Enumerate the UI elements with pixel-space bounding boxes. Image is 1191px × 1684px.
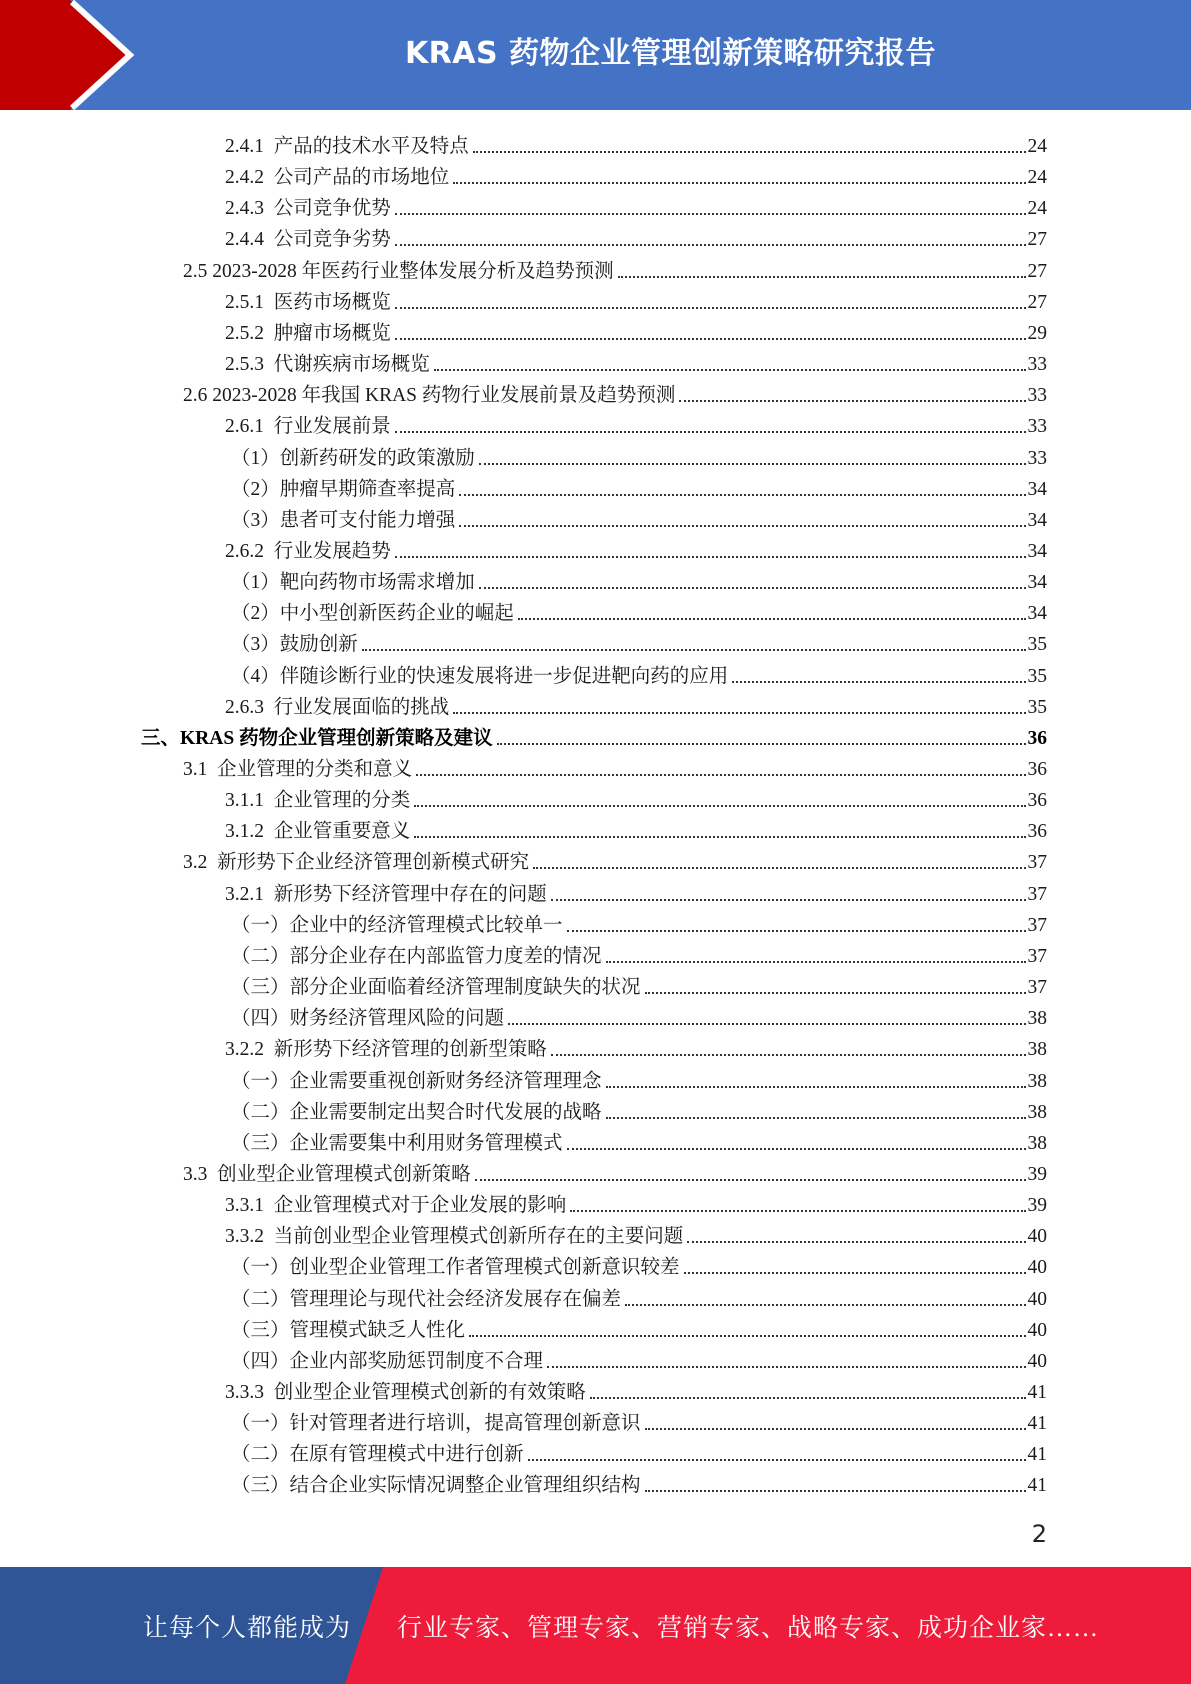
toc-entry[interactable] [231, 1404, 1047, 1435]
toc-dot-leader [459, 494, 1025, 496]
toc-dot-leader [625, 1304, 1025, 1306]
toc-entry[interactable] [225, 189, 1047, 220]
toc-entry-number: 2.4.2 [225, 167, 274, 189]
toc-entry-number: 3.3.2 [225, 1226, 274, 1248]
toc-entry-number: 3.1 [183, 759, 218, 780]
toc-entry-number: （1） [231, 572, 280, 594]
toc-entry-number: （一） [231, 914, 290, 936]
toc-entry-page: 40 [1027, 1257, 1047, 1279]
toc-entry-page: 24 [1027, 136, 1047, 157]
toc-entry[interactable] [183, 252, 1047, 283]
toc-entry-number: 3.1.2 [225, 821, 274, 843]
toc-entry-number: （二） [231, 1288, 290, 1310]
toc-entry[interactable] [231, 906, 1047, 937]
toc-dot-leader [395, 307, 1026, 309]
toc-entry-number: 3.3.3 [225, 1382, 274, 1403]
toc-entry[interactable] [225, 127, 1047, 158]
toc-dot-leader [453, 712, 1025, 714]
toc-entry-number: （2） [231, 603, 280, 625]
toc-entry-page: 36 [1027, 821, 1047, 843]
toc-dot-leader [395, 338, 1026, 340]
toc-entry[interactable] [231, 501, 1047, 532]
toc-entry-number: 2.4.4 [225, 229, 274, 251]
toc-entry-number: （二） [231, 945, 290, 967]
toc-entry-page: 40 [1027, 1288, 1047, 1310]
toc-dot-leader [732, 681, 1025, 683]
toc-entry[interactable] [183, 376, 1047, 407]
footer-slogan-right: 行业专家、管理专家、营销专家、战略专家、成功企业家…… [397, 1614, 1100, 1642]
toc-entry[interactable] [231, 1311, 1047, 1342]
toc-entry-title: 新形势下经济管理中存在的问题 [273, 883, 547, 905]
toc-entry[interactable] [225, 220, 1047, 251]
toc-entry[interactable] [225, 1186, 1047, 1217]
toc-entry-number: （四） [231, 1350, 290, 1372]
toc-entry-title: 中小型创新医药企业的崛起 [279, 603, 514, 625]
toc-entry-number: 3.3.1 [225, 1195, 274, 1217]
toc-entry-page: 34 [1027, 478, 1047, 500]
toc-dot-leader [567, 930, 1026, 932]
toc-entry-page: 36 [1027, 790, 1047, 812]
toc-entry-title: 靶向药物市场需求增加 [279, 572, 475, 594]
toc-entry-number: 2.5.2 [225, 322, 274, 344]
toc-entry-page: 35 [1027, 696, 1047, 718]
toc-entry[interactable] [231, 1435, 1047, 1466]
toc-entry-number: 2.5.1 [225, 291, 274, 313]
toc-entry-title: 创业型企业管理模式创新策略 [217, 1163, 471, 1185]
toc-entry-title: 企业中的经济管理模式比较单一 [289, 914, 563, 936]
toc-dot-leader [395, 213, 1026, 215]
toc-entry-number: 2.6.3 [225, 696, 274, 718]
toc-entry-title: 2023-2028 年我国 KRAS 药物行业发展前景及趋势预测 [212, 385, 676, 407]
toc-dot-leader [547, 1366, 1025, 1368]
toc-entry-title: 行业发展趋势 [273, 540, 391, 562]
toc-entry-page: 41 [1027, 1475, 1047, 1497]
toc-entry-title: 创业型企业管理模式创新的有效策略 [273, 1382, 586, 1403]
toc-dot-leader [395, 244, 1026, 246]
toc-entry-page: 33 [1027, 416, 1047, 438]
toc-entry-number: （二） [231, 1444, 290, 1466]
toc-entry-page: 37 [1027, 914, 1047, 936]
toc-entry[interactable] [141, 719, 1047, 750]
toc-entry[interactable] [183, 750, 1047, 781]
toc-entry-page: 38 [1027, 1101, 1047, 1123]
toc-entry-number: （三） [231, 1319, 290, 1341]
toc-dot-leader [533, 867, 1025, 869]
toc-dot-leader [684, 1272, 1026, 1274]
toc-entry-number: （1） [231, 447, 280, 469]
toc-dot-leader [645, 1428, 1026, 1430]
toc-entry-page: 34 [1027, 603, 1047, 625]
toc-entry-number: 2.5.3 [225, 354, 274, 376]
toc-entry-title: 鼓励创新 [279, 634, 358, 656]
toc-entry-title: 肿瘤市场概览 [273, 322, 391, 344]
toc-entry-page: 29 [1027, 322, 1047, 344]
toc-dot-leader [567, 1148, 1026, 1150]
toc-entry-page: 40 [1027, 1319, 1047, 1341]
toc-entry-number: （2） [231, 478, 280, 500]
toc-entry[interactable] [231, 625, 1047, 656]
toc-dot-leader [414, 836, 1025, 838]
toc-dot-leader [551, 899, 1026, 901]
toc-entry-page: 38 [1027, 1008, 1047, 1030]
toc-entry-title: 管理理论与现代社会经济发展存在偏差 [289, 1288, 622, 1310]
toc-entry-number: 3.2.2 [225, 1039, 274, 1061]
toc-entry[interactable] [231, 1093, 1047, 1124]
toc-entry-title: 财务经济管理风险的问题 [289, 1008, 505, 1030]
toc-entry-page: 33 [1027, 447, 1047, 469]
toc-entry[interactable] [231, 1248, 1047, 1279]
toc-entry-title: 企业需要重视创新财务经济管理理念 [289, 1070, 602, 1092]
toc-entry-page: 39 [1027, 1195, 1047, 1217]
toc-dot-leader [606, 961, 1026, 963]
toc-entry-number: 2.6.1 [225, 416, 274, 438]
toc-entry[interactable] [225, 407, 1047, 438]
toc-entry-number: 2.6 [183, 385, 213, 407]
toc-entry-number: 2.5 [183, 260, 213, 282]
toc-entry-page: 33 [1027, 385, 1047, 407]
report-title: KRAS 药物企业管理创新策略研究报告 [404, 36, 937, 71]
toc-dot-leader [606, 1117, 1026, 1119]
toc-entry-page: 40 [1027, 1226, 1047, 1248]
toc-entry-number: （4） [231, 665, 280, 687]
toc-entry[interactable] [225, 688, 1047, 719]
toc-entry-page: 34 [1027, 540, 1047, 562]
toc-entry[interactable] [225, 875, 1047, 906]
toc-entry-title: 公司竞争优势 [273, 198, 391, 220]
header-arrow-decoration [0, 0, 160, 110]
toc-entry-title: 企业需要制定出契合时代发展的战略 [289, 1101, 602, 1123]
toc-entry-number: （一） [231, 1257, 290, 1279]
toc-entry-page: 34 [1027, 509, 1047, 531]
toc-entry[interactable] [183, 1155, 1047, 1186]
toc-entry-title: 行业发展前景 [273, 416, 391, 438]
toc-dot-leader [453, 182, 1025, 184]
toc-dot-leader [416, 774, 1025, 776]
toc-entry-page: 34 [1027, 572, 1047, 594]
toc-entry[interactable] [225, 812, 1047, 843]
toc-entry-title: 患者可支付能力增强 [279, 509, 456, 531]
toc-entry-title: 创业型企业管理工作者管理模式创新意识较差 [289, 1257, 680, 1279]
toc-entry[interactable] [225, 1030, 1047, 1061]
toc-entry-title: 公司产品的市场地位 [273, 167, 450, 189]
toc-entry-title: 公司竞争劣势 [273, 229, 391, 251]
toc-entry[interactable] [231, 439, 1047, 470]
toc-entry[interactable] [231, 1124, 1047, 1155]
toc-entry-number: （3） [231, 634, 280, 656]
toc-entry-page: 27 [1027, 291, 1047, 313]
toc-dot-leader [518, 618, 1026, 620]
toc-entry-title: 当前创业型企业管理模式创新所存在的主要问题 [273, 1226, 684, 1248]
toc-entry-number: 2.4.1 [225, 136, 274, 157]
toc-entry[interactable] [225, 532, 1047, 563]
toc-dot-leader [479, 587, 1026, 589]
toc-entry-page: 38 [1027, 1132, 1047, 1154]
toc-entry[interactable] [225, 1217, 1047, 1248]
toc-entry[interactable] [225, 283, 1047, 314]
toc-dot-leader [508, 1023, 1025, 1025]
toc-dot-leader [473, 151, 1026, 153]
toc-entry-page: 41 [1027, 1413, 1047, 1435]
toc-entry-page: 40 [1027, 1350, 1047, 1372]
toc-entry[interactable] [231, 999, 1047, 1030]
toc-dot-leader [469, 1335, 1025, 1337]
toc-entry-page: 35 [1027, 665, 1047, 687]
toc-entry[interactable] [231, 657, 1047, 688]
toc-dot-leader [497, 743, 1026, 745]
toc-entry[interactable] [225, 1373, 1047, 1404]
toc-dot-leader [395, 556, 1026, 558]
toc-entry-page: 37 [1027, 977, 1047, 999]
toc-entry-number: （三） [231, 977, 290, 999]
toc-entry[interactable] [231, 968, 1047, 999]
toc-entry-title: 新形势下经济管理的创新型策略 [273, 1039, 547, 1061]
toc-entry-number: 三、 [141, 727, 181, 749]
toc-entry-page: 38 [1027, 1039, 1047, 1061]
toc-entry-page: 24 [1027, 198, 1047, 220]
toc-entry-title: 针对管理者进行培训，提高管理创新意识 [289, 1413, 641, 1435]
toc-entry[interactable] [225, 345, 1047, 376]
toc-entry-title: 企业需要集中利用财务管理模式 [289, 1132, 563, 1154]
toc-dot-leader [459, 525, 1025, 527]
toc-entry-page: 37 [1027, 852, 1047, 874]
toc-entry[interactable] [231, 470, 1047, 501]
toc-entry-page: 36 [1027, 759, 1047, 780]
toc-entry-number: （四） [231, 1008, 290, 1030]
toc-dot-leader [687, 1241, 1025, 1243]
toc-entry-number: 2.6.2 [225, 540, 274, 562]
toc-dot-leader [414, 805, 1025, 807]
toc-entry-title: 结合企业实际情况调整企业管理组织结构 [289, 1475, 641, 1497]
toc-entry-number: （三） [231, 1475, 290, 1497]
toc-dot-leader [606, 1086, 1026, 1088]
page-number: 2 [1031, 1520, 1047, 1548]
toc-dot-leader [362, 649, 1026, 651]
toc-entry-number: （二） [231, 1101, 290, 1123]
toc-dot-leader [645, 1490, 1026, 1492]
toc-entry-number: （3） [231, 509, 280, 531]
toc-entry-page: 27 [1027, 229, 1047, 251]
toc-entry[interactable] [231, 1466, 1047, 1497]
toc-dot-leader [551, 1054, 1026, 1056]
toc-dot-leader [645, 992, 1026, 994]
toc-dot-leader [618, 276, 1026, 278]
toc-dot-leader [590, 1397, 1026, 1399]
toc-dot-leader [395, 431, 1026, 433]
toc-entry-page: 33 [1027, 354, 1047, 376]
toc-entry-title: 伴随诊断行业的快速发展将进一步促进靶向药的应用 [279, 665, 729, 687]
toc-entry-title: 行业发展面临的挑战 [273, 696, 450, 718]
toc-entry-title: KRAS 药物企业管理创新策略及建议 [180, 727, 493, 749]
page-footer [0, 1567, 1191, 1684]
toc-entry-page: 24 [1027, 167, 1047, 189]
toc-entry-title: 在原有管理模式中进行创新 [289, 1444, 524, 1466]
toc-entry[interactable] [231, 1062, 1047, 1093]
toc-entry-page: 41 [1027, 1444, 1047, 1466]
toc-dot-leader [528, 1459, 1026, 1461]
toc-entry-title: 企业管重要意义 [273, 821, 411, 843]
toc-entry-page: 37 [1027, 945, 1047, 967]
toc-entry-page: 27 [1027, 260, 1047, 282]
toc-entry-number: 3.1.1 [225, 790, 274, 812]
toc-entry-title: 企业管理的分类和意义 [217, 759, 413, 780]
toc-entry-number: （三） [231, 1132, 290, 1154]
page-header [0, 0, 1191, 110]
toc-dot-leader [479, 463, 1026, 465]
toc-entry-number: 3.2 [183, 852, 218, 874]
toc-entry[interactable] [231, 1280, 1047, 1311]
toc-dot-leader [434, 369, 1026, 371]
footer-slogan-left: 让每个人都能成为 [143, 1614, 352, 1642]
toc-entry-page: 41 [1027, 1382, 1047, 1403]
toc-entry-title: 医药市场概览 [273, 291, 391, 313]
toc-entry[interactable] [225, 314, 1047, 345]
toc-entry[interactable] [231, 1342, 1047, 1373]
toc-entry-title: 部分企业存在内部监管力度差的情况 [289, 945, 602, 967]
toc-entry[interactable] [231, 937, 1047, 968]
toc-entry-number: （一） [231, 1413, 290, 1435]
toc-entry[interactable] [225, 781, 1047, 812]
toc-entry-title: 代谢疾病市场概览 [273, 354, 430, 376]
toc-entry-number: （一） [231, 1070, 290, 1092]
toc-entry-title: 创新药研发的政策激励 [279, 447, 475, 469]
toc-entry-number: 3.2.1 [225, 883, 274, 905]
toc-entry-title: 部分企业面临着经济管理制度缺失的状况 [289, 977, 641, 999]
toc-entry-title: 肿瘤早期筛查率提高 [279, 478, 456, 500]
toc-entry-title: 新形势下企业经济管理创新模式研究 [217, 852, 530, 874]
toc-entry-page: 35 [1027, 634, 1047, 656]
toc-dot-leader [679, 400, 1025, 402]
toc-entry[interactable] [183, 843, 1047, 874]
toc-entry-title: 管理模式缺乏人性化 [289, 1319, 466, 1341]
toc-entry-page: 39 [1027, 1163, 1047, 1185]
toc-entry[interactable] [231, 594, 1047, 625]
toc-entry-number: 2.4.3 [225, 198, 274, 220]
toc-entry-title: 企业内部奖励惩罚制度不合理 [289, 1350, 544, 1372]
toc-entry-page: 38 [1027, 1070, 1047, 1092]
toc-entry-title: 产品的技术水平及特点 [273, 136, 469, 157]
toc-entry-page: 36 [1027, 727, 1047, 749]
toc-entry[interactable] [231, 563, 1047, 594]
toc-dot-leader [475, 1179, 1026, 1181]
toc-entry-title: 企业管理的分类 [273, 790, 411, 812]
toc-entry-title: 企业管理模式对于企业发展的影响 [273, 1195, 567, 1217]
toc-entry-number: 3.3 [183, 1163, 218, 1185]
toc-entry[interactable] [225, 158, 1047, 189]
toc-dot-leader [570, 1210, 1025, 1212]
toc-entry-page: 37 [1027, 883, 1047, 905]
toc-entry-title: 2023-2028 年医药行业整体发展分析及趋势预测 [212, 260, 614, 282]
